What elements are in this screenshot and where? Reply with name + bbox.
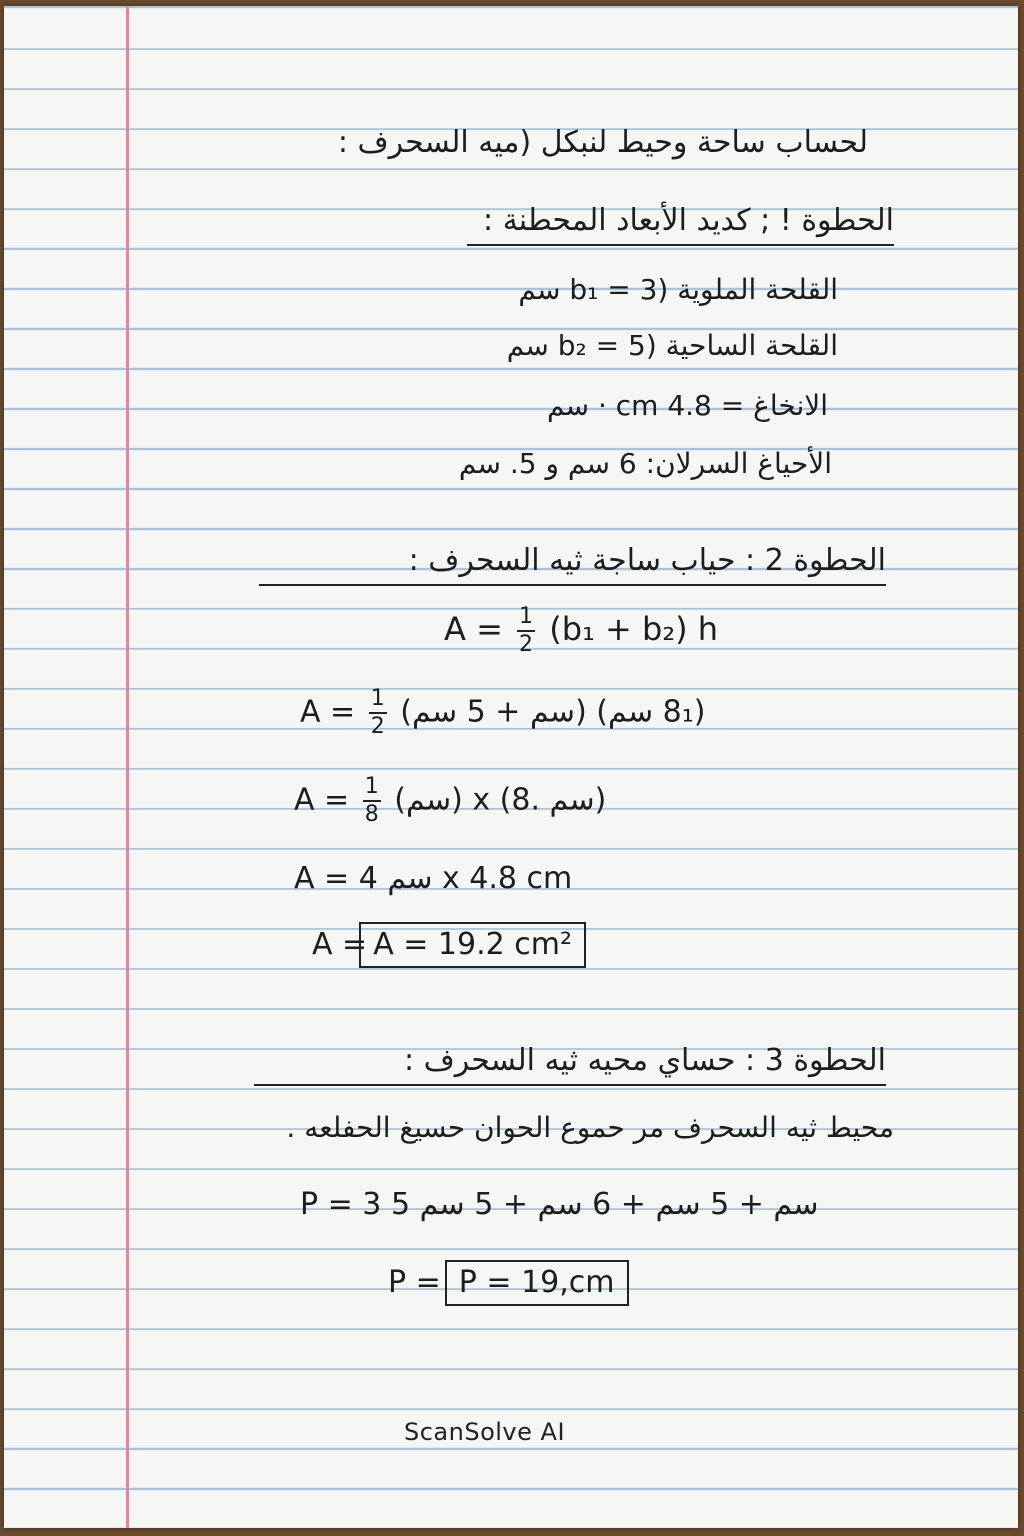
area-formula-numerator: 1 — [517, 606, 535, 632]
perimeter-result-box: P = 19,cm — [445, 1260, 629, 1306]
area-formula — [444, 606, 718, 656]
area-sub1-numerator: 1 — [369, 688, 387, 714]
step1-line-bottom-base: القلحة الساحية (b₂ = 5 سم — [506, 329, 838, 362]
page-title: لحساب ساحة وحيط لنبكل (ميه السحرف : — [337, 125, 868, 160]
step1-line-sides: الأحياغ السرلان: 6 سم و 5. سم — [458, 447, 832, 480]
area-sub1-prefix: A = — [300, 694, 356, 730]
area-sub2-fraction — [363, 776, 381, 826]
area-substitution-2 — [294, 776, 606, 826]
perimeter-result-line — [388, 1260, 629, 1306]
area-sub2-rest: (سم) x (8. سم) — [394, 782, 607, 818]
area-formula-fraction — [517, 606, 535, 656]
area-substitution-1 — [300, 688, 706, 738]
area-product-line: A = 4 سم x 4.8 cm — [294, 861, 573, 896]
area-sub2-numerator: 1 — [363, 776, 381, 802]
area-sub2-prefix: A = — [294, 782, 350, 818]
step1-line-height: الانخاغ = 4.8 cm · سم — [546, 389, 828, 422]
perimeter-result-prefix: P = — [388, 1265, 441, 1300]
area-result-box: A = 19.2 cm² — [359, 922, 586, 968]
area-formula-prefix: A = — [444, 610, 503, 648]
step1-heading: الحطوة ! ; كديد الأبعاد المحطنة : — [467, 206, 894, 246]
area-sub1-denominator: 2 — [370, 714, 385, 739]
perimeter-sum-line: P = 3 سم + 5 سم + 6 سم + 5 سم 5 — [300, 1187, 819, 1222]
step2-heading: الحطوة 2 : حياب ساجة ثيه السحرف : — [259, 546, 886, 586]
area-formula-rest: (b₁ + b₂) h — [549, 610, 719, 648]
step3-heading: الحطوة 3 : حساي محيه ثيه السحرف : — [254, 1046, 886, 1086]
notebook-page — [4, 6, 1018, 1528]
area-result-line — [312, 922, 586, 968]
area-sub1-fraction — [369, 688, 387, 738]
area-sub2-denominator: 8 — [364, 802, 379, 827]
area-sub1-rest: (سم + 5 سم) (8₁ سم) — [400, 694, 706, 730]
perimeter-explanation: محيط ثيه السحرف مر حموع الحوان حسيغ الحفلعه . — [286, 1111, 894, 1144]
brand-watermark: ScanSolve AI — [404, 1418, 566, 1446]
step1-line-top-base: القلحة الملوية (b₁ = 3 سم — [518, 273, 838, 306]
area-result-prefix: A = — [312, 927, 368, 962]
area-formula-denominator: 2 — [519, 632, 534, 657]
